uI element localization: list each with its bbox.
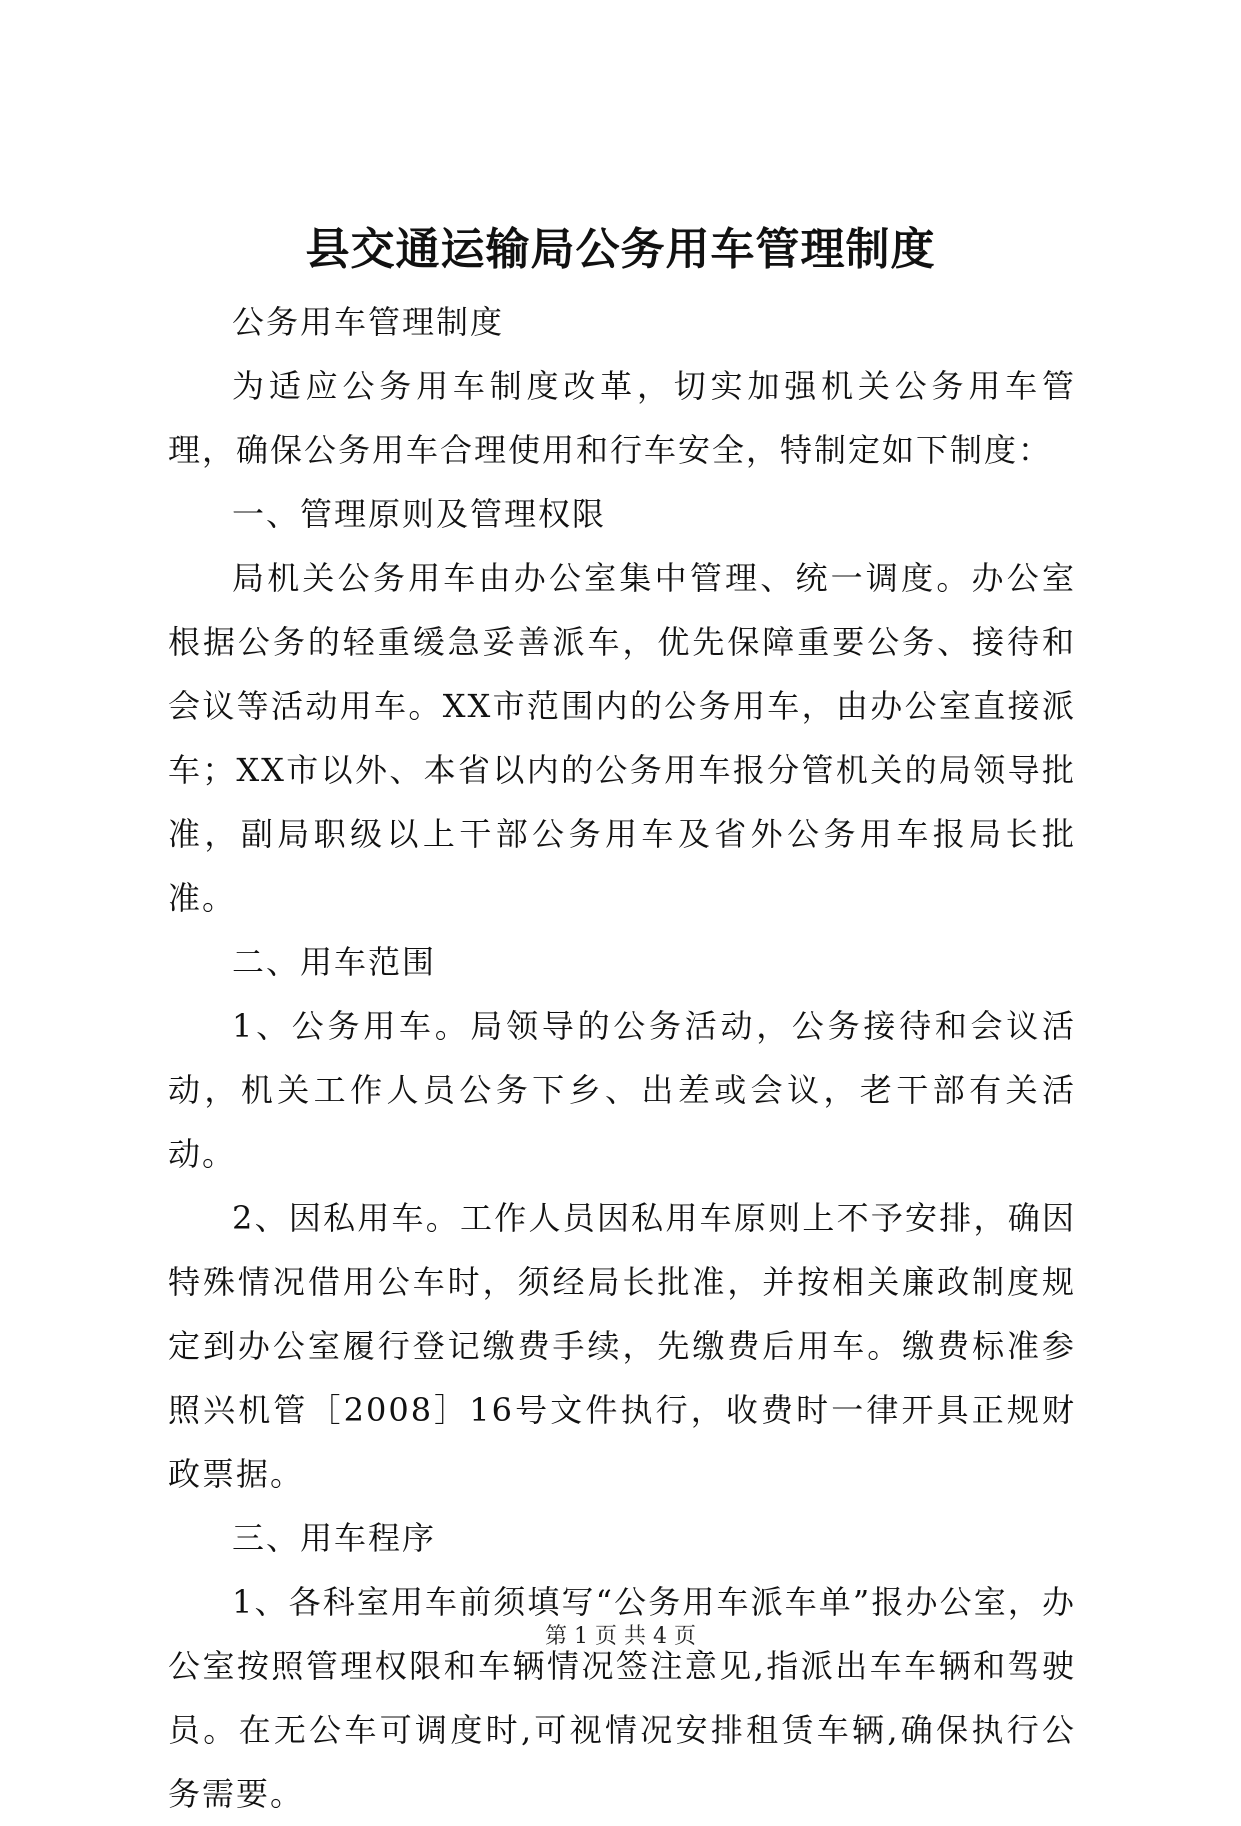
paragraph-official-use: 1、公务用车。局领导的公务活动，公务接待和会议活动，机关工作人员公务下乡、出差或会议，老干部有关活动。 xyxy=(168,1007,1076,1173)
section-heading-1: 一、管理原则及管理权限 xyxy=(232,495,607,533)
paragraph-subtitle: 公务用车管理制度 xyxy=(232,303,505,341)
paragraph-section-1: 局机关公务用车由办公室集中管理、统一调度。办公室根据公务的轻重缓急妥善派车，优先保障重要公务、接待和会议等活动用车。XX市范围内的公务用车，由办公室直接派车；XX市以外、本省以内的公务用车报分管机关的局领导批准，副局职级以上干部公务用车及省外公务用车报局长批准。 xyxy=(168,559,1076,917)
section-heading-2: 二、用车范围 xyxy=(232,943,437,981)
document-title: 县交通运输局公务用车管理制度 xyxy=(305,224,936,275)
page-footer: 第 1 页 共 4 页 xyxy=(545,1624,696,1649)
document-body xyxy=(168,290,1076,1826)
paragraph-intro: 为适应公务用车制度改革，切实加强机关公务用车管理，确保公务用车合理使用和行车安全，特制定如下制度： xyxy=(168,367,1076,469)
section-heading-3: 三、用车程序 xyxy=(232,1519,437,1557)
paragraph-procedure-1: 1、各科室用车前须填写“公务用车派车单”报办公室，办公室按照管理权限和车辆情况签注意见,指派出车车辆和驾驶员。在无公车可调度时,可视情况安排租赁车辆,确保执行公务需要。 xyxy=(168,1583,1076,1813)
paragraph-private-use: 2、因私用车。工作人员因私用车原则上不予安排，确因特殊情况借用公车时，须经局长批准，并按相关廉政制度规定到办公室履行登记缴费手续，先缴费后用车。缴费标准参照兴机管［2008］16号文件执行，收费时一律开具正规财政票据。 xyxy=(168,1199,1076,1493)
